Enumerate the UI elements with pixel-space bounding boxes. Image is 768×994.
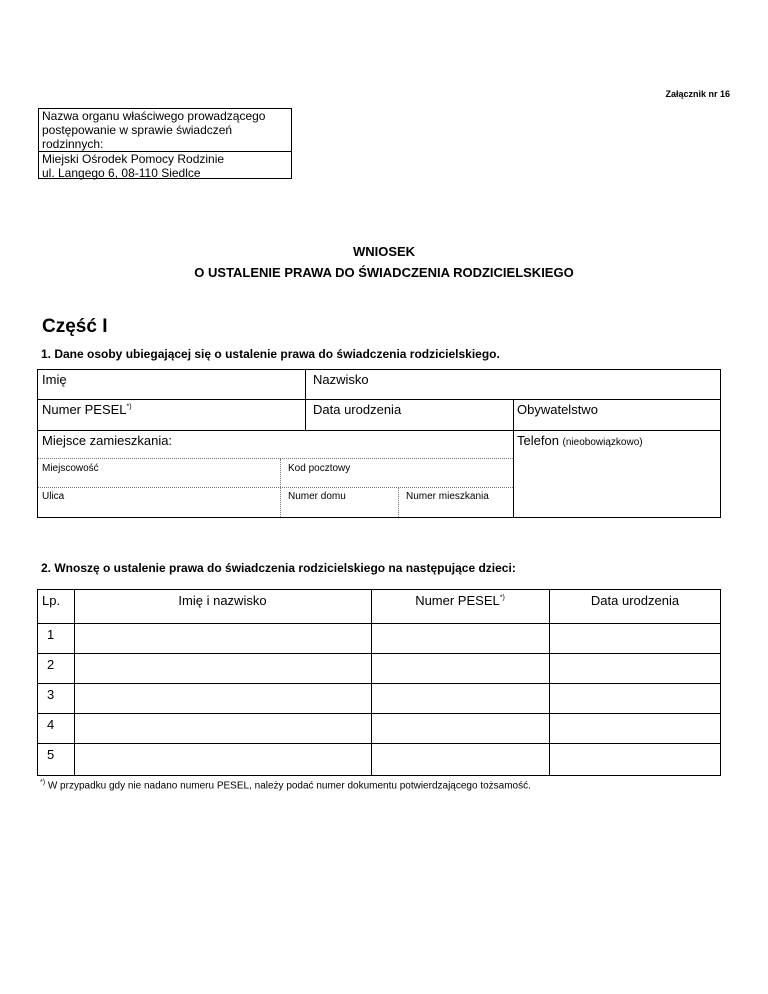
column-header-pesel: Numer PESEL*)	[415, 593, 505, 608]
house-number-field[interactable]: Numer domu	[288, 491, 346, 502]
citizenship-field[interactable]: Obywatelstwo	[517, 402, 598, 417]
document-subtitle: O USTALENIE PRAWA DO ŚWIADCZENIA RODZICIELSKIEGO	[194, 265, 574, 280]
birth-date-field[interactable]: Data urodzenia	[313, 402, 402, 417]
first-name-field[interactable]: Imię	[42, 372, 67, 387]
table-row[interactable]: 3	[47, 687, 55, 702]
part-heading: Część I	[42, 316, 108, 337]
flat-number-field[interactable]: Numer mieszkania	[406, 491, 489, 502]
authority-label: Nazwa organu właściwego prowadzącego postępowanie w sprawie świadczeń rodzinnych:	[39, 109, 291, 152]
footnote: *) W przypadku gdy nie nadano numeru PESEL, należy podać numer dokumentu potwierdzającego tożsamość.	[40, 779, 531, 792]
last-name-field[interactable]: Nazwisko	[313, 372, 369, 387]
table-row[interactable]: 4	[47, 717, 55, 732]
annex-label: Załącznik nr 16	[665, 89, 730, 99]
phone-field[interactable]: Telefon (nieobowiązkowo)	[517, 433, 643, 448]
document-title: WNIOSEK	[352, 244, 416, 259]
children-table	[37, 589, 721, 776]
authority-value[interactable]: Miejski Ośrodek Pomocy Rodzinie ul. Langego 6, 08-110 Siedlce	[42, 152, 225, 180]
pesel-field[interactable]: Numer PESEL*)	[42, 402, 132, 417]
section2-heading: 2. Wnoszę o ustalenie prawa do świadczenia rodzicielskiego na następujące dzieci:	[41, 561, 516, 575]
city-field[interactable]: Miejscowość	[42, 463, 99, 474]
column-header-lp: Lp.	[42, 593, 61, 608]
postal-code-field[interactable]: Kod pocztowy	[288, 463, 351, 474]
footnote-mark: *)	[499, 594, 505, 602]
table-row[interactable]: 5	[47, 747, 55, 762]
footnote-mark: *)	[126, 403, 132, 411]
authority-box	[38, 108, 292, 179]
table-row[interactable]: 1	[47, 627, 55, 642]
table-row[interactable]: 2	[47, 657, 55, 672]
column-header-birth-date: Data urodzenia	[590, 593, 680, 608]
street-field[interactable]: Ulica	[42, 491, 65, 502]
residence-label: Miejsce zamieszkania:	[42, 433, 173, 448]
section1-heading: 1. Dane osoby ubiegającej się o ustalenie prawa do świadczenia rodzicielskiego.	[41, 347, 500, 361]
applicant-data-grid	[37, 369, 721, 518]
column-header-name: Imię i nazwisko	[178, 593, 267, 608]
